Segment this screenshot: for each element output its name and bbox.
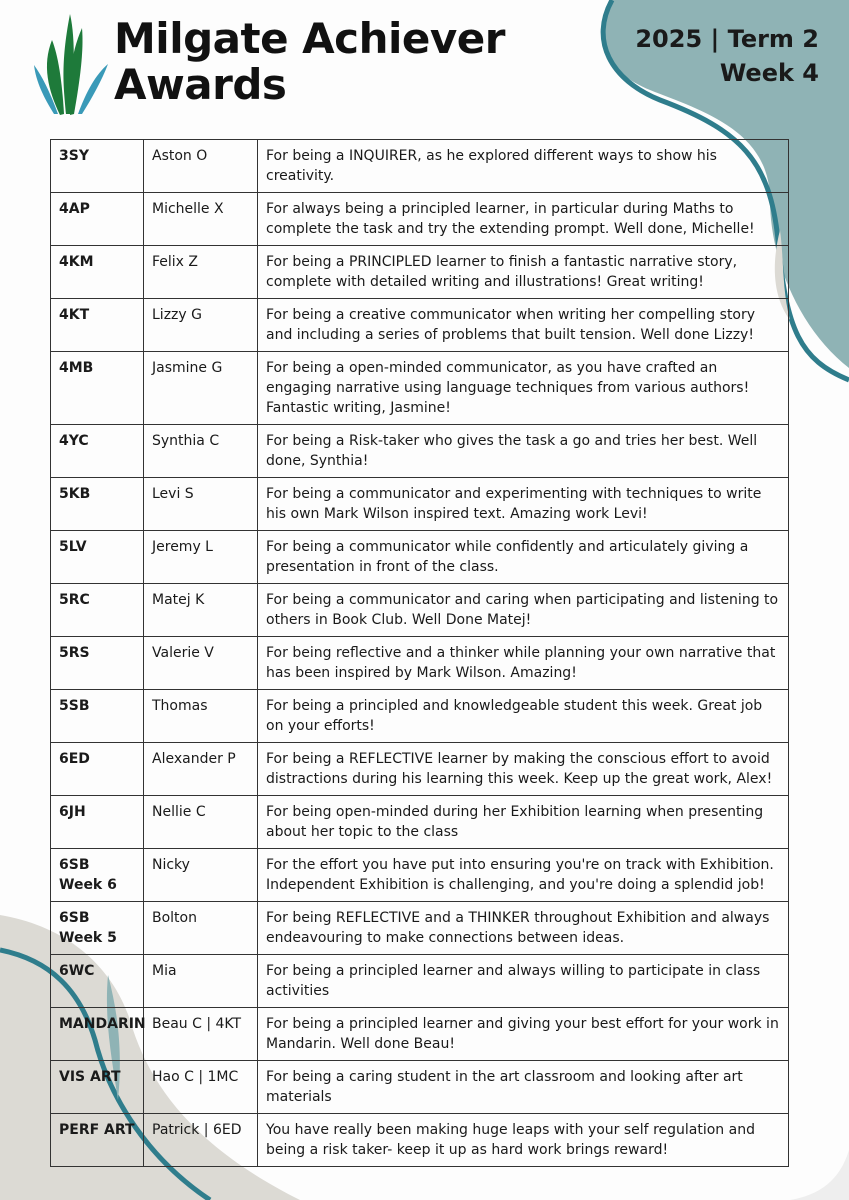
reason-cell: For being a caring student in the art classroom and looking after art materials [258, 1061, 789, 1114]
table-row [51, 1114, 789, 1167]
student-name-cell: Jeremy L [144, 531, 258, 584]
term-line: 2025 | Term 2 [635, 25, 819, 53]
class-cell: 3SY [51, 140, 144, 193]
student-name-cell: Valerie V [144, 637, 258, 690]
class-cell: 6JH [51, 796, 144, 849]
table-row [51, 902, 789, 955]
student-name-cell: Aston O [144, 140, 258, 193]
table-row [51, 584, 789, 637]
title-line-2: Awards [114, 60, 287, 109]
week-line: Week 4 [719, 59, 819, 87]
table-row [51, 1008, 789, 1061]
student-name-cell: Beau C | 4KT [144, 1008, 258, 1061]
reason-cell: For being a INQUIRER, as he explored different ways to show his creativity. [258, 140, 789, 193]
reason-cell: For being a communicator and experimenting with techniques to write his own Mark Wilson inspired text. Amazing work Levi! [258, 478, 789, 531]
reason-cell: For being REFLECTIVE and a THINKER throughout Exhibition and always endeavouring to make connections between ideas. [258, 902, 789, 955]
class-cell: 4YC [51, 425, 144, 478]
reason-cell: You have really been making huge leaps with your self regulation and being a risk taker- keep it up as hard work brings reward! [258, 1114, 789, 1167]
student-name-cell: Levi S [144, 478, 258, 531]
reason-cell: For the effort you have put into ensuring you're on track with Exhibition. Independent Exhibition is challenging, and you're doing a splendid job! [258, 849, 789, 902]
table-row [51, 352, 789, 425]
reason-cell: For being a open-minded communicator, as you have crafted an engaging narrative using language techniques from various authors! Fantastic writing, Jasmine! [258, 352, 789, 425]
class-cell: 4AP [51, 193, 144, 246]
class-cell: 5RC [51, 584, 144, 637]
reason-cell: For being a principled learner and always willing to participate in class activities [258, 955, 789, 1008]
class-cell: 4KM [51, 246, 144, 299]
table-row [51, 193, 789, 246]
table-row [51, 637, 789, 690]
reason-cell: For being a creative communicator when writing her compelling story and including a series of problems that built tension. Well done Lizzy! [258, 299, 789, 352]
class-cell: 6SB Week 6 [51, 849, 144, 902]
class-cell: 5SB [51, 690, 144, 743]
table-row [51, 478, 789, 531]
class-cell: 6SB Week 5 [51, 902, 144, 955]
student-name-cell: Lizzy G [144, 299, 258, 352]
awards-table [50, 139, 789, 1167]
student-name-cell: Alexander P [144, 743, 258, 796]
reason-cell: For being a principled learner and giving your best effort for your work in Mandarin. Well done Beau! [258, 1008, 789, 1061]
reason-cell: For being a communicator and caring when participating and listening to others in Book Club. Well Done Matej! [258, 584, 789, 637]
student-name-cell: Felix Z [144, 246, 258, 299]
student-name-cell: Synthia C [144, 425, 258, 478]
student-name-cell: Nicky [144, 849, 258, 902]
table-row [51, 743, 789, 796]
page-title [114, 16, 505, 108]
class-cell: 5LV [51, 531, 144, 584]
student-name-cell: Patrick | 6ED [144, 1114, 258, 1167]
table-row [51, 849, 789, 902]
reason-cell: For being reflective and a thinker while planning your own narrative that has been inspired by Mark Wilson. Amazing! [258, 637, 789, 690]
table-row [51, 796, 789, 849]
table-row [51, 531, 789, 584]
student-name-cell: Bolton [144, 902, 258, 955]
student-name-cell: Michelle X [144, 193, 258, 246]
student-name-cell: Hao C | 1MC [144, 1061, 258, 1114]
awards-table-body [51, 140, 789, 1167]
student-name-cell: Thomas [144, 690, 258, 743]
bottom-right-corner [790, 1150, 849, 1200]
class-cell: 4KT [51, 299, 144, 352]
class-cell: VIS ART [51, 1061, 144, 1114]
reason-cell: For being a PRINCIPLED learner to finish a fantastic narrative story, complete with detailed writing and illustrations! Great writing! [258, 246, 789, 299]
student-name-cell: Jasmine G [144, 352, 258, 425]
student-name-cell: Matej K [144, 584, 258, 637]
school-logo-icon [30, 10, 110, 120]
class-cell: 6ED [51, 743, 144, 796]
reason-cell: For being a principled and knowledgeable student this week. Great job on your efforts! [258, 690, 789, 743]
student-name-cell: Nellie C [144, 796, 258, 849]
class-cell: 5KB [51, 478, 144, 531]
class-cell: PERF ART [51, 1114, 144, 1167]
table-row [51, 246, 789, 299]
class-cell: 5RS [51, 637, 144, 690]
class-cell: 6WC [51, 955, 144, 1008]
class-cell: 4MB [51, 352, 144, 425]
title-line-1: Milgate Achiever [114, 14, 505, 63]
reason-cell: For being open-minded during her Exhibition learning when presenting about her topic to the class [258, 796, 789, 849]
table-row [51, 1061, 789, 1114]
class-cell: MANDARIN [51, 1008, 144, 1061]
term-week-label [635, 22, 819, 90]
reason-cell: For always being a principled learner, in particular during Maths to complete the task and try the extending prompt. Well done, Michelle! [258, 193, 789, 246]
table-row [51, 140, 789, 193]
table-row [51, 690, 789, 743]
table-row [51, 299, 789, 352]
reason-cell: For being a Risk-taker who gives the task a go and tries her best. Well done, Synthia! [258, 425, 789, 478]
reason-cell: For being a communicator while confidently and articulately giving a presentation in front of the class. [258, 531, 789, 584]
student-name-cell: Mia [144, 955, 258, 1008]
table-row [51, 425, 789, 478]
reason-cell: For being a REFLECTIVE learner by making the conscious effort to avoid distractions during his learning this week. Keep up the great work, Alex! [258, 743, 789, 796]
table-row [51, 955, 789, 1008]
